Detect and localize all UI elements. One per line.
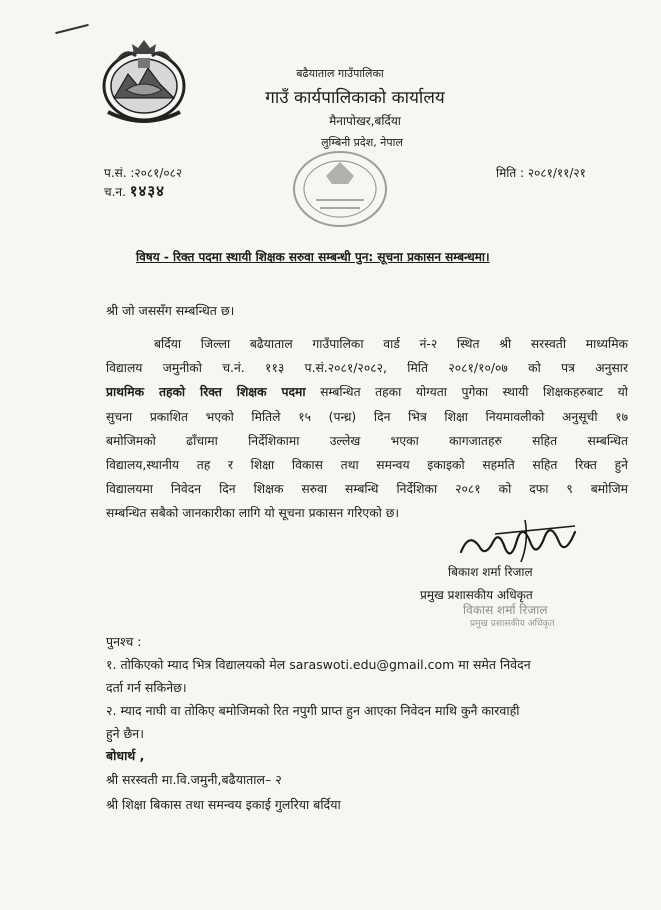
postscript-item: दर्ता गर्न सकिनेछ। — [106, 680, 187, 695]
postscript-item: हुने छैन। — [106, 726, 144, 741]
body-line: विद्यालय,स्थानीय तह र शिक्षा विकास तथा समन्वय इकाइको सहमति सहित रिक्त हुने — [106, 458, 628, 473]
body-bold-phrase: प्राथमिक तहको रिक्त शिक्षक पदमा — [106, 385, 306, 400]
scan-mark — [55, 24, 88, 34]
body-line: विद्यालय जमुनीको च.नं. ११३ प.सं.२०८१/२०८२, मिति २०८१/१०/०७ को पत्र अनुसार — [106, 361, 628, 376]
province-name: लुम्बिनी प्रदेश, नेपाल — [321, 136, 403, 149]
office-seal-stamp-icon — [290, 148, 390, 230]
letter-subject: विषय - रिक्त पदमा स्थायी शिक्षक सरुवा सम्बन्धी पुन: सूचना प्रकासन सम्बन्धमा। — [136, 250, 490, 264]
salutation: श्री जो जससँग सम्बन्धित छ। — [106, 303, 235, 318]
office-location: मैनापोखर,बर्दिया — [329, 114, 401, 128]
body-line: बमोजिमको ढाँचामा निर्देशिकामा उल्लेख भएका कागजातहरु सहित सम्बन्धित — [106, 433, 628, 448]
cc-recipient: श्री शिक्षा बिकास तथा समन्वय इकाई गुलरिया बर्दिया — [106, 797, 341, 812]
nepal-government-emblem-icon — [98, 38, 190, 124]
signatory-stamp-title: प्रमुख प्रशासकीय अधिकृत — [470, 619, 555, 629]
chalani-number-line — [104, 181, 165, 201]
body-line: विद्यालयमा निवेदन दिन शिक्षक सरुवा सम्बन्धि निर्देशिका २०८१ को दफा ९ बमोजिम — [106, 482, 628, 497]
cc-recipient: श्री सरस्वती मा.वि.जमुनी,बढैयाताल– २ — [106, 772, 282, 787]
postscript-item: १. तोकिएको म्याद भित्र विद्यालयको मेल saraswoti.edu@gmail.com मा समेत निवेदन — [106, 657, 531, 672]
postscript-item: २. म्याद नाघी वा तोकिए बमोजिमको रित नपुगी प्राप्त हुन आएका निवेदन माथि कुनै कारवाही — [106, 703, 520, 718]
municipality-name: बढैयाताल गाउँपालिका — [296, 67, 384, 80]
cc-heading: बोधार्थ , — [106, 748, 145, 763]
patra-sankhya: प.सं. :२०८१/०८२ — [104, 166, 183, 180]
body-line: सम्बन्धित सबैको जानकारीका लागि यो सूचना प्रकासन गरिएको छ। — [106, 506, 400, 521]
signatory-name: बिकाश शर्मा रिजाल — [448, 565, 533, 579]
office-name: गाउँ कार्यपालिकाको कार्यालय — [265, 88, 445, 108]
signatory-stamp-name: विकास शर्मा रिजाल — [463, 603, 548, 617]
chalani-label: च.न. — [104, 185, 126, 199]
body-line-rest: सम्बन्धित तहका योग्यता पुगेका स्थायी शिक्षकहरुबाट यो — [305, 385, 628, 400]
chalani-number: १४३४ — [129, 182, 165, 200]
notice-body — [106, 332, 628, 526]
postscript-heading: पुनश्च : — [106, 634, 142, 649]
letter-date: मिति : २०८१/११/२१ — [496, 166, 586, 180]
signatory-title: प्रमुख प्रशासकीय अधिकृत — [420, 588, 533, 602]
body-line: सुचना प्रकाशित भएको मितिले १५ (पन्ध्र) दिन भित्र शिक्षा नियमावलीको अनुसूची १७ — [106, 409, 628, 424]
letterhead — [240, 66, 470, 150]
body-line-with-bold — [106, 380, 628, 404]
body-line: बर्दिया जिल्ला बढैयाताल गाउँपालिका वार्ड नं-२ स्थित श्री सरस्वती माध्यमिक — [154, 337, 628, 351]
